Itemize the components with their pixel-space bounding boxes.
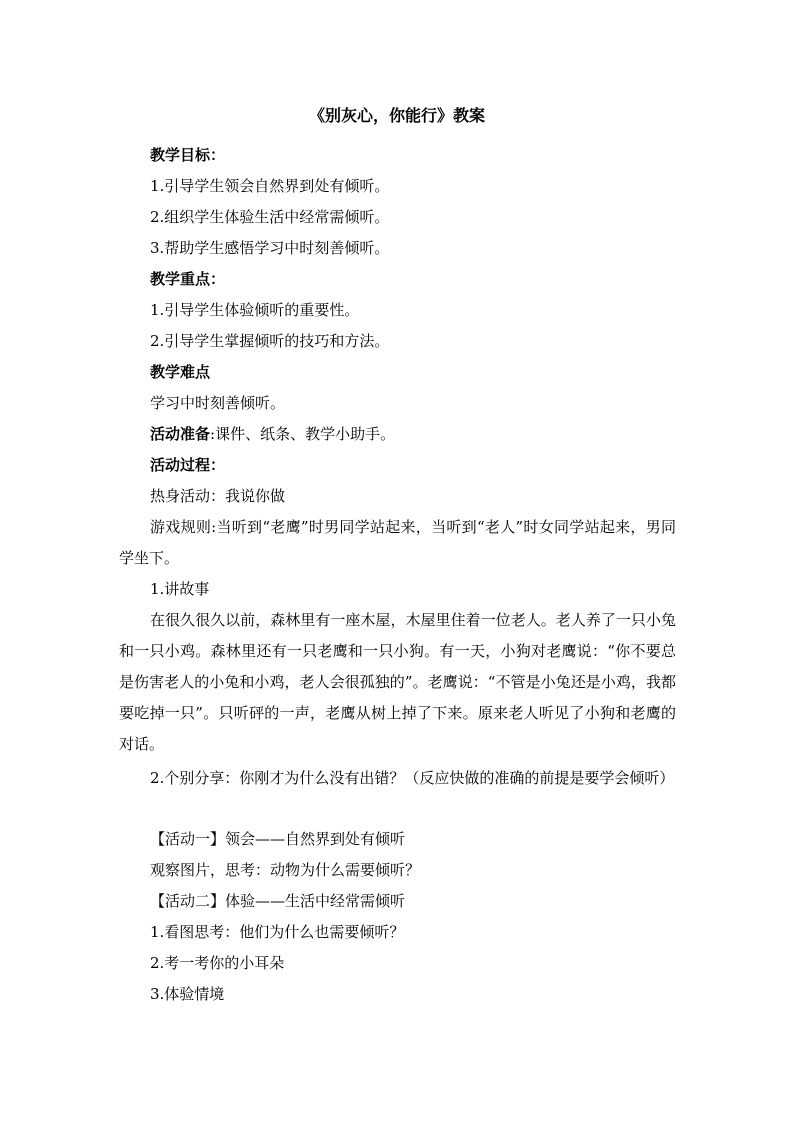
warmup-text: 热身活动：我说你做 xyxy=(150,487,286,505)
activity2-item-1: 1.看图思考：他们为什么也需要倾听？ xyxy=(150,923,405,941)
activity1-heading: 【活动一】领会——自然界到处有倾听 xyxy=(150,830,406,848)
process-heading: 活动过程： xyxy=(150,456,226,474)
story-heading: 1.讲故事 xyxy=(150,580,210,598)
activity2-item-3: 3.体验情境 xyxy=(150,985,225,1003)
goal-item-1: 1.引导学生领会自然界到处有倾听。 xyxy=(150,177,390,195)
activity2-item-2: 2.考一考你的小耳朵 xyxy=(150,954,285,972)
goal-item-3: 3.帮助学生感悟学习中时刻善倾听。 xyxy=(150,239,390,257)
share-paragraph: 2.个别分享：你刚才为什么没有出错？（反应快做的准确的前提是要学会倾听） xyxy=(150,769,675,787)
difficulty-text: 学习中时刻善倾听。 xyxy=(150,394,286,412)
preparation-heading: 活动准备 xyxy=(150,425,211,443)
key-points-heading: 教学重点： xyxy=(150,270,226,288)
goal-item-2: 2.组织学生体验生活中经常需倾听。 xyxy=(150,208,390,226)
game-rules-paragraph: 游戏规则:当听到“老鹰”时男同学站起来，当听到“老人”时女同学站起来，男同学坐下。 xyxy=(119,518,676,567)
activity1-task: 观察图片，思考：动物为什么需要倾听？ xyxy=(150,861,421,879)
key-point-item-1: 1.引导学生体验倾听的重要性。 xyxy=(150,301,360,319)
document-title: 《别灰心，你能行》教案 xyxy=(308,106,485,125)
activity2-heading: 【活动二】体验——生活中经常需倾听 xyxy=(150,892,406,910)
goals-heading: 教学目标： xyxy=(150,146,226,164)
story-paragraph: 在很久很久以前，森林里有一座木屋，木屋里住着一位老人。老人养了一只小兔和一只小鸡。森林里还有一只老鹰和一只小狗。有一天，小狗对老鹰说：“你不要总是伤害老人的小兔和小鸡，老人会很孤独的”。老鹰说：“不管是小兔还是小鸡，我都要吃掉一只”。只听砰的一声，老鹰从树上掉了下来。原来老人听见了小狗和老鹰的对话。 xyxy=(119,611,676,753)
preparation-text: :课件、纸条、教学小助手。 xyxy=(210,425,396,443)
preparation-line xyxy=(150,422,395,446)
key-point-item-2: 2.引导学生掌握倾听的技巧和方法。 xyxy=(150,332,390,350)
difficulty-heading: 教学难点 xyxy=(150,363,211,381)
